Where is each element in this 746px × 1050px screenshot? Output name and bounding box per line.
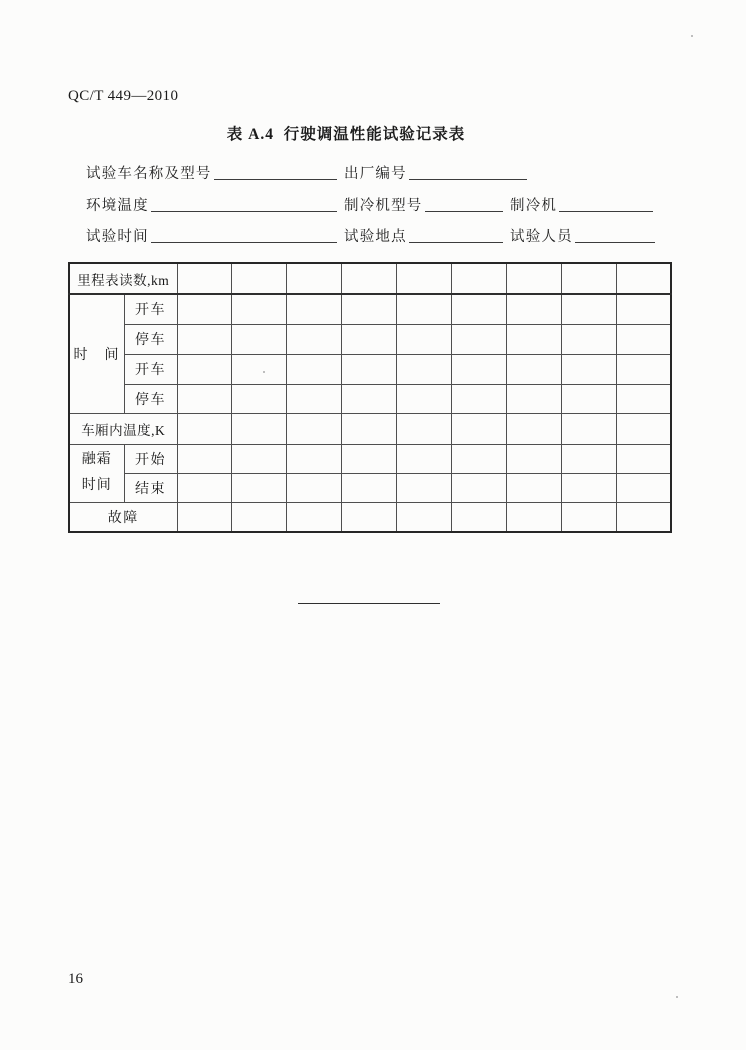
- table-row: [69, 354, 671, 384]
- empty-data-cell: [451, 263, 506, 294]
- empty-data-cell: [397, 263, 452, 294]
- empty-data-cell: [451, 413, 506, 444]
- empty-data-cell: [506, 263, 561, 294]
- empty-data-cell: [342, 324, 397, 354]
- empty-data-cell: [561, 263, 616, 294]
- end-rule: [298, 603, 440, 604]
- empty-data-cell: [177, 444, 232, 473]
- field-label: 环境温度: [86, 197, 149, 214]
- empty-data-cell: [506, 384, 561, 413]
- empty-data-cell: [616, 413, 671, 444]
- empty-data-cell: [287, 324, 342, 354]
- empty-data-cell: [287, 294, 342, 324]
- empty-data-cell: [342, 473, 397, 502]
- empty-data-cell: [616, 324, 671, 354]
- row-label-cell: 开车: [124, 294, 177, 324]
- empty-data-cell: [506, 354, 561, 384]
- blank-underline: [151, 211, 337, 212]
- field-label: 出厂编号: [344, 165, 407, 182]
- empty-data-cell: [506, 294, 561, 324]
- row-label-cell: 开始: [124, 444, 177, 473]
- empty-data-cell: [287, 502, 342, 532]
- field-test-personnel: [510, 224, 655, 244]
- empty-data-cell: [506, 502, 561, 532]
- empty-data-cell: [177, 384, 232, 413]
- table-title: 表 A.4 行驶调温性能试验记录表: [226, 126, 466, 143]
- empty-data-cell: [616, 263, 671, 294]
- empty-data-cell: [561, 384, 616, 413]
- empty-data-cell: [397, 444, 452, 473]
- empty-data-cell: [451, 354, 506, 384]
- test-record-table: [68, 262, 672, 533]
- field-vehicle-name-model: [86, 161, 337, 181]
- empty-data-cell: [232, 444, 287, 473]
- empty-data-cell: [616, 444, 671, 473]
- empty-data-cell: [506, 473, 561, 502]
- empty-data-cell: [232, 384, 287, 413]
- empty-data-cell: [397, 324, 452, 354]
- empty-data-cell: [561, 444, 616, 473]
- row-label-cell: 车厢内温度,K: [69, 413, 177, 444]
- field-label: 制冷机型号: [344, 197, 423, 214]
- empty-data-cell: [451, 384, 506, 413]
- empty-data-cell: [232, 354, 287, 384]
- empty-data-cell: [397, 502, 452, 532]
- empty-data-cell: [342, 294, 397, 324]
- scan-speck: [691, 35, 693, 37]
- empty-data-cell: [342, 413, 397, 444]
- empty-data-cell: [342, 502, 397, 532]
- empty-data-cell: [397, 413, 452, 444]
- empty-data-cell: [561, 473, 616, 502]
- row-label-cell: 停车: [124, 384, 177, 413]
- field-label: 试验地点: [344, 228, 407, 245]
- field-label: 制冷机: [510, 197, 558, 214]
- row-label-cell: 结束: [124, 473, 177, 502]
- empty-data-cell: [561, 413, 616, 444]
- empty-data-cell: [287, 444, 342, 473]
- scan-speck: [676, 996, 678, 998]
- row-group-label-line: 时间: [81, 478, 112, 493]
- table-row: [69, 294, 671, 324]
- empty-data-cell: [232, 324, 287, 354]
- empty-data-cell: [451, 444, 506, 473]
- blank-underline: [214, 179, 337, 180]
- empty-data-cell: [561, 324, 616, 354]
- field-label: 试验车名称及型号: [86, 165, 212, 182]
- empty-data-cell: [561, 502, 616, 532]
- empty-data-cell: [397, 473, 452, 502]
- table-row: [69, 384, 671, 413]
- empty-data-cell: [451, 502, 506, 532]
- table-row: [69, 413, 671, 444]
- field-label: 试验人员: [510, 228, 573, 245]
- empty-data-cell: [616, 502, 671, 532]
- field-test-time: [86, 224, 337, 244]
- empty-data-cell: [287, 354, 342, 384]
- empty-data-cell: [342, 354, 397, 384]
- blank-underline: [409, 242, 503, 243]
- row-label-cell: 里程表读数,km: [69, 263, 177, 294]
- scan-speck: [263, 371, 265, 373]
- empty-data-cell: [451, 473, 506, 502]
- blank-underline: [575, 242, 655, 243]
- empty-data-cell: [232, 263, 287, 294]
- empty-data-cell: [342, 444, 397, 473]
- empty-data-cell: [177, 413, 232, 444]
- table-row: [69, 473, 671, 502]
- table-row: [69, 444, 671, 473]
- field-label: 试验时间: [86, 228, 149, 245]
- page-number: 16: [68, 971, 83, 987]
- empty-data-cell: [177, 473, 232, 502]
- empty-data-cell: [616, 354, 671, 384]
- empty-data-cell: [177, 324, 232, 354]
- empty-data-cell: [287, 473, 342, 502]
- empty-data-cell: [616, 294, 671, 324]
- empty-data-cell: [232, 473, 287, 502]
- empty-data-cell: [451, 294, 506, 324]
- empty-data-cell: [232, 413, 287, 444]
- field-test-location: [344, 224, 503, 244]
- standard-number: QC/T 449—2010: [68, 88, 179, 104]
- field-refrigerator: [510, 193, 653, 213]
- field-ambient-temp: [86, 193, 337, 213]
- empty-data-cell: [561, 354, 616, 384]
- empty-data-cell: [287, 384, 342, 413]
- empty-data-cell: [177, 502, 232, 532]
- row-label-cell: 故障: [69, 502, 177, 532]
- field-refrigerator-model: [344, 193, 503, 213]
- table-row: [69, 263, 671, 294]
- empty-data-cell: [506, 413, 561, 444]
- row-label-cell: 停车: [124, 324, 177, 354]
- empty-data-cell: [506, 444, 561, 473]
- table-row: [69, 502, 671, 532]
- blank-underline: [425, 211, 504, 212]
- row-label-cell: 开车: [124, 354, 177, 384]
- empty-data-cell: [451, 324, 506, 354]
- empty-data-cell: [177, 294, 232, 324]
- empty-data-cell: [232, 294, 287, 324]
- empty-data-cell: [232, 502, 287, 532]
- empty-data-cell: [616, 473, 671, 502]
- empty-data-cell: [177, 263, 232, 294]
- blank-underline: [409, 179, 527, 180]
- blank-underline: [559, 211, 653, 212]
- empty-data-cell: [342, 263, 397, 294]
- empty-data-cell: [397, 384, 452, 413]
- table-row: [69, 324, 671, 354]
- empty-data-cell: [177, 354, 232, 384]
- empty-data-cell: [287, 263, 342, 294]
- row-group-label-line: 融霜: [81, 452, 112, 468]
- row-group-label-cell: 时 间: [69, 294, 124, 413]
- empty-data-cell: [342, 384, 397, 413]
- field-factory-number: [344, 161, 527, 181]
- empty-data-cell: [397, 294, 452, 324]
- empty-data-cell: [506, 324, 561, 354]
- empty-data-cell: [397, 354, 452, 384]
- empty-data-cell: [287, 413, 342, 444]
- blank-underline: [151, 242, 337, 243]
- row-group-label-cell: [69, 444, 124, 502]
- empty-data-cell: [616, 384, 671, 413]
- empty-data-cell: [561, 294, 616, 324]
